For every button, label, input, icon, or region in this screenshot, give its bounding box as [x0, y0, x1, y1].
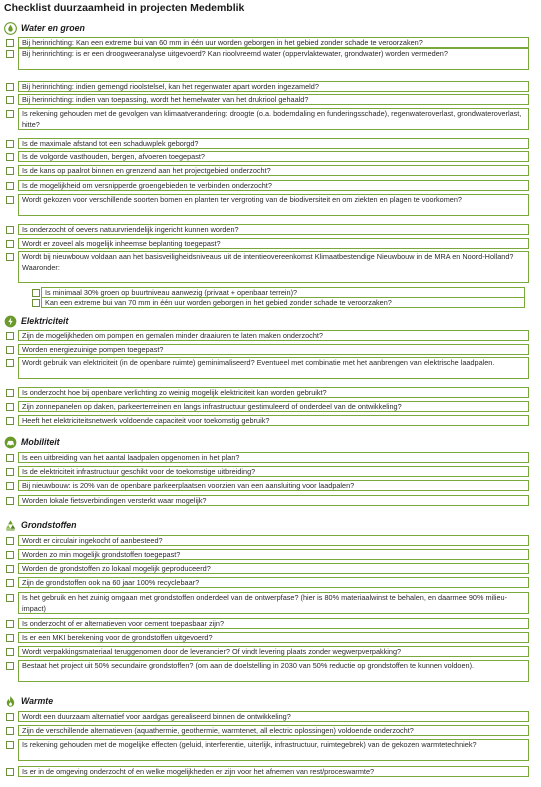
checklist-item: Is de mogelijkheid om versnipperde groengebieden te verbinden onderzocht? — [18, 180, 529, 191]
checklist-item: Zijn de verschillende alternatieven (aquathermie, geothermie, warmtenet, all electric oplossingen) voldoende onderzocht? — [18, 725, 529, 736]
checklist-item: Worden zo min mogelijk grondstoffen toegepast? — [18, 549, 529, 560]
checklist-item: Wordt er circulair ingekocht of aanbesteed? — [18, 535, 529, 546]
checklist-item: Zijn de grondstoffen ook na 60 jaar 100% recyclebaar? — [18, 577, 529, 588]
checklist-item: Is een uitbreiding van het aantal laadpalen opgenomen in het plan? — [18, 452, 529, 463]
checkbox[interactable] — [6, 196, 14, 204]
checklist-item: Is de kans op paalrot binnen en grenzend aan het projectgebied onderzocht? — [18, 165, 529, 176]
checklist-item: Zijn de mogelijkheden om pompen en gemalen minder draaiuren te laten maken onderzocht? — [18, 330, 529, 341]
checkbox[interactable] — [6, 579, 14, 587]
checklist-item: Is er in de omgeving onderzocht of en welke mogelijkheden er zijn voor het afnemen van rest/proceswarmte? — [18, 766, 529, 777]
recycle-icon — [4, 519, 17, 532]
checkbox[interactable] — [6, 389, 14, 397]
checkbox[interactable] — [32, 289, 40, 297]
checkbox[interactable] — [6, 482, 14, 490]
checkbox[interactable] — [6, 565, 14, 573]
checklist-item: Is de maximale afstand tot een schaduwplek geborgd? — [18, 138, 529, 149]
checklist-item: Bij herinrichting: indien gemengd rioolstelsel, kan het regenwater apart worden ingezameld? — [18, 81, 529, 92]
checkbox[interactable] — [6, 551, 14, 559]
checklist-item: Is de volgorde vasthouden, bergen, afvoeren toegepast? — [18, 151, 529, 162]
page-title: Checklist duurzaamheid in projecten Medemblik — [4, 2, 245, 14]
section-title: Grondstoffen — [21, 520, 77, 530]
checkbox[interactable] — [6, 140, 14, 148]
checklist-item: Bij herinrichting: Kan een extreme bui van 60 mm in één uur worden geborgen in het gebied zonder schade te veroorzaken? — [18, 37, 529, 48]
checklist-subitem: Is minimaal 30% groen op buurtniveau aanwezig (privaat + openbaar terrein)? — [41, 287, 525, 298]
checkbox[interactable] — [6, 182, 14, 190]
checkbox[interactable] — [6, 253, 14, 261]
checklist-item: Is de elektriciteit infrastructuur geschikt voor de toekomstige uitbreiding? — [18, 466, 529, 477]
checklist-item: Is rekening gehouden met de gevolgen van klimaatverandering: droogte (o.a. bodemdaling en funderingsschade), regenwateroverlast, grondwateroverlast, hitte? — [18, 108, 529, 130]
checkbox[interactable] — [6, 50, 14, 58]
checklist-item: Is onderzocht of er alternatieven voor cement toepasbaar zijn? — [18, 618, 529, 629]
checkbox[interactable] — [6, 768, 14, 776]
checkbox[interactable] — [6, 403, 14, 411]
checklist-subitem: Kan een extreme bui van 70 mm in één uur worden geborgen in het gebied zonder schade te veroorzaken? — [41, 297, 525, 308]
checkbox[interactable] — [6, 153, 14, 161]
checklist-item: Worden de grondstoffen zo lokaal mogelijk geproduceerd? — [18, 563, 529, 574]
checklist-item: Wordt gebruik van elektriciteit (in de openbare ruimte) geminimaliseerd? Eventueel met combinatie met het aanbrengen van elektrische laadpalen. — [18, 357, 529, 379]
checklist-item: Is het gebruik en het zuinig omgaan met grondstoffen onderdeel van de ontwerpfase? (hier is 80% materiaalwinst te behalen, en daarmee 90% milieu-impact) — [18, 592, 529, 614]
checkbox[interactable] — [6, 662, 14, 670]
checkbox[interactable] — [6, 468, 14, 476]
checkbox[interactable] — [6, 359, 14, 367]
checkbox[interactable] — [6, 620, 14, 628]
checkbox[interactable] — [6, 727, 14, 735]
checklist-item: Bij herinrichting: is er een droogweeranalyse uitgevoerd? Kan rioolvreemd water (oppervlaktewater, grondwater) worden vermeden? — [18, 48, 529, 70]
checklist-item: Bestaat het project uit 50% secundaire grondstoffen? (om aan de doelstelling in 2030 van 50% reductie op grondstoffen te kunnen voldoen). — [18, 660, 529, 682]
lightning-icon — [4, 315, 17, 328]
checkbox[interactable] — [6, 96, 14, 104]
section-title: Water en groen — [21, 23, 85, 33]
checklist-item: Wordt een duurzaam alternatief voor aardgas gerealiseerd binnen de ontwikkeling? — [18, 711, 529, 722]
checklist-item: Is er een MKI berekening voor de grondstoffen uitgevoerd? — [18, 632, 529, 643]
checklist-item: Worden energiezuinige pompen toegepast? — [18, 344, 529, 355]
checkbox[interactable] — [6, 240, 14, 248]
checklist-item: Heeft het elektriciteitsnetwerk voldoende capaciteit voor toekomstig gebruik? — [18, 415, 529, 426]
checkbox[interactable] — [6, 83, 14, 91]
car-icon — [4, 436, 17, 449]
checkbox[interactable] — [6, 634, 14, 642]
checkbox[interactable] — [6, 332, 14, 340]
checkbox[interactable] — [6, 346, 14, 354]
checklist-item: Bij nieuwbouw: is 20% van de openbare parkeerplaatsen voorzien van een aansluiting voor laadpalen? — [18, 480, 529, 491]
checkbox[interactable] — [6, 537, 14, 545]
section-title: Mobiliteit — [21, 437, 60, 447]
checkbox[interactable] — [6, 741, 14, 749]
checkbox[interactable] — [6, 648, 14, 656]
checklist-item: Is onderzocht of oevers natuurvriendelijk ingericht kunnen worden? — [18, 224, 529, 235]
checklist-item: Zijn zonnepanelen op daken, parkeerterreinen en langs infrastructuur gestimuleerd of onderdeel van de ontwikkeling? — [18, 401, 529, 412]
checkbox[interactable] — [6, 713, 14, 721]
checkbox[interactable] — [6, 167, 14, 175]
checklist-item: Wordt gekozen voor verschillende soorten bomen en planten ter vergroting van de biodiversiteit en om ziekten en plagen te voorkomen? — [18, 194, 529, 216]
checklist-item: Is rekening gehouden met de mogelijke effecten (geluid, interferentie, uiterlijk, infrastructuur, ruimtegebrek) van de gekozen warmtetechniek? — [18, 739, 529, 761]
checkbox[interactable] — [6, 417, 14, 425]
checklist-item: Bij herinrichting: indien van toepassing, wordt het hemelwater van het drukriool gehaald? — [18, 94, 529, 105]
checklist-item: Wordt verpakkingsmateriaal teruggenomen door de leverancier? Of vindt levering plaats zonder wegwerpverpakking? — [18, 646, 529, 657]
checklist-item: Wordt er zoveel als mogelijk inheemse beplanting toegepast? — [18, 238, 529, 249]
checkbox[interactable] — [6, 226, 14, 234]
checkbox[interactable] — [6, 110, 14, 118]
checkbox[interactable] — [6, 497, 14, 505]
checklist-item: Is onderzocht hoe bij openbare verlichting zo weinig mogelijk elektriciteit kan worden gebruikt? — [18, 387, 529, 398]
checkbox[interactable] — [6, 454, 14, 462]
checkbox[interactable] — [32, 299, 40, 307]
section-title: Elektriciteit — [21, 316, 69, 326]
water-drop-icon — [4, 22, 17, 35]
section-title: Warmte — [21, 696, 54, 706]
checklist-item: Wordt bij nieuwbouw voldaan aan het basisveiligheidsniveaus uit de intentieovereenkomst Klimaatbestendige Nieuwbouw in de MRA en Noord-Holland? Waaronder: — [18, 251, 529, 283]
checkbox[interactable] — [6, 594, 14, 602]
checklist-item: Worden lokale fietsverbindingen versterkt waar mogelijk? — [18, 495, 529, 506]
checkbox[interactable] — [6, 39, 14, 47]
flame-icon — [4, 695, 17, 708]
